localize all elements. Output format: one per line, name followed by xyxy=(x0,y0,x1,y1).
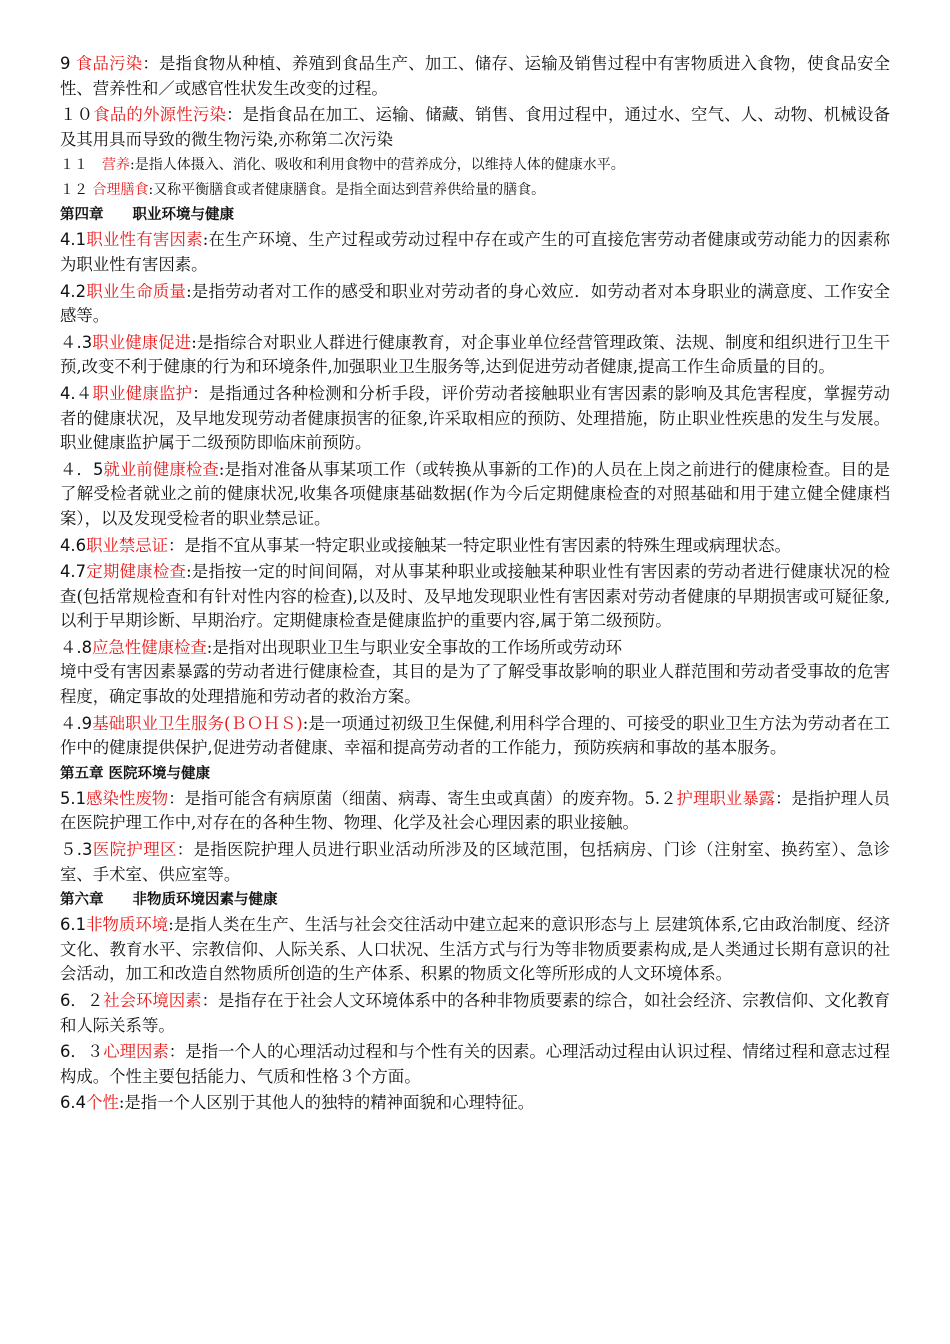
defined-term: 职业性有害因素 xyxy=(86,230,203,250)
defined-term: 心理因素 xyxy=(103,1042,169,1062)
definition-text: :是指综合对职业人群进行健康教育，对企事业单位经营管理政策、法规、制度和组织进行卫生干预,改变不利于健康的行为和环境条件,加强职业卫生服务等,达到促进劳动者健康,提高工作生命质量的目的。 xyxy=(60,332,891,377)
definition-paragraph xyxy=(60,838,890,887)
definition-paragraph xyxy=(60,1091,890,1116)
definition-paragraph xyxy=(60,458,890,532)
definition-text: :是指对准备从事某项工作（或转换从事新的工作)的人员在上岗之前进行的健康检查。目的是了解受检者就业之前的健康状况,收集各项健康基础数据(作为今后定期健康检查的对照基础和用于建立健全健康档案），以及发现受检者的职业禁忌证。 xyxy=(60,459,891,528)
entry-number: 4.6 xyxy=(60,535,87,555)
entry-number: 4.４ xyxy=(60,383,93,403)
entry-number: 4.1 xyxy=(60,230,87,250)
defined-term: 职业健康监护 xyxy=(92,383,193,403)
entry-number: 4.7 xyxy=(60,562,87,582)
document-page xyxy=(60,52,890,1118)
entry-number: 4.2 xyxy=(60,281,87,301)
defined-term: 职业禁忌证 xyxy=(86,535,169,555)
defined-term: 食品的外源性污染 xyxy=(93,105,227,125)
definition-text: :是指一个人区别于其他人的独特的精神面貌和心理特征。 xyxy=(118,1093,535,1113)
definition-text: ：是指不宜从事某一特定职业或接触某一特定职业性有害因素的特殊生理或病理状态。 xyxy=(168,535,791,555)
definition-text: :是指人体摄入、消化、吸收和利用食物中的营养成分，以维持人体的健康水平。 xyxy=(130,157,625,174)
definition-continuation: 境中受有害因素暴露的劳动者进行健康检查，其目的是为了了解受事故影响的职业人群范围和劳动者受事故的危害程度，确定事故的处理措施和劳动者的救治方案。 xyxy=(60,662,890,707)
defined-term: 职业生命质量 xyxy=(86,281,187,301)
definition-paragraph xyxy=(60,1040,890,1089)
chapter-heading: 第五章 医院环境与健康 xyxy=(60,765,211,782)
definition-text: ：是指通过各种检测和分析手段，评价劳动者接触职业有害因素的影响及其危害程度，掌握劳动者的健康状况，及早地发现劳动者健康损害的征象,许采取相应的预防、处理措施，防止职业性疾患的发生与发展。职业健康监护属于二级预防即临床前预防。 xyxy=(60,383,891,453)
entry-number: 6．２ xyxy=(60,991,104,1010)
entry-number: 6．３ xyxy=(60,1042,104,1062)
definition-paragraph xyxy=(60,331,890,380)
entry-number: ４.9 xyxy=(60,713,93,733)
definition-text: :是指按一定的时间间隔，对从事某种职业或接触某种职业性有害因素的劳动者进行健康状况的检查(包括常规检查和有针对性内容的检查),以及时、及早地发现职业性有害因素对劳动者健康的早期损害或可疑征象,以利于早期诊断、早期治疗。定期健康检查是健康监护的重要内容,属于第二级预防。 xyxy=(60,562,890,631)
definition-paragraph xyxy=(60,787,890,836)
definition-paragraph xyxy=(60,712,890,761)
defined-term: 非物质环境 xyxy=(86,915,169,935)
definition-text: ：是指食品在加工、运输、储藏、销售、食用过程中，通过水、空气、人、动物、机械设备及其用具而导致的微生物污染,亦称第二次污染 xyxy=(60,105,891,149)
definition-paragraph xyxy=(60,179,890,201)
defined-term: 定期健康检查 xyxy=(86,562,187,582)
defined-term: 职业健康促进 xyxy=(92,332,192,352)
definition-paragraph xyxy=(60,989,890,1038)
defined-term: 就业前健康检查 xyxy=(103,459,219,479)
definition-paragraph xyxy=(60,52,890,101)
definition-paragraph xyxy=(60,913,890,987)
definition-text: :又称平衡膳食或者健康膳食。是指全面达到营养供给量的膳食。 xyxy=(148,182,546,199)
entry-number: 6.1 xyxy=(60,915,87,935)
entry-number: ５.3 xyxy=(60,840,93,860)
defined-term: 医院护理区 xyxy=(92,840,177,860)
entry-number: １２ xyxy=(60,182,93,199)
defined-term: 合理膳食 xyxy=(92,182,149,199)
definition-text: :是指对出现职业卫生与职业安全事故的工作场所或劳动环 xyxy=(206,637,623,657)
definition-text: :在生产环境、生产过程或劳动过程中存在或产生的可直接危害劳动者健康或劳动能力的因素称为职业性有害因素。 xyxy=(60,230,890,274)
definition-text: ：是指护理人员在医院护理工作中,对存在的各种生物、物理、化学及社会心理因素的职业接触。 xyxy=(60,788,890,833)
entry-number: １０ xyxy=(60,105,94,125)
definition-paragraph xyxy=(60,154,890,176)
entry-number: 6.4 xyxy=(60,1093,87,1113)
definition-paragraph xyxy=(60,560,890,634)
chapter-heading: 第四章 职业环境与健康 xyxy=(60,207,234,224)
entry-number: ４.3 xyxy=(60,332,93,352)
entry-number: １１ xyxy=(60,157,102,174)
definition-text: ：是指存在于社会人文环境体系中的各种非物质要素的综合，如社会经济、宗教信仰、文化教育和人际关系等。 xyxy=(60,991,891,1035)
definition-text: :是指人类在生产、生活与社会交往活动中建立起来的意识形态与上 层建筑体系,它由政治制度、经济文化、教育水平、宗教信仰、人际关系、人口状况、生活方式与行为等非物质要素构成,是人类通过长期有意识的社会活动，加工和改造自然物质所创造的生产体系、积累的物质文化等所形成的人文环境体系。 xyxy=(60,915,890,984)
entry-number: 9 xyxy=(60,54,76,73)
defined-term: 个性 xyxy=(86,1093,119,1113)
definition-text: ：是指可能含有病原菌（细菌、病毒、寄生虫或真菌）的废弃物。5.２ xyxy=(168,788,677,808)
defined-term: 应急性健康检查 xyxy=(92,637,207,657)
definition-paragraph xyxy=(60,280,890,329)
defined-term: 基础职业卫生服务(ＢＯＨＳ) xyxy=(92,713,303,733)
definition-text: :是指劳动者对工作的感受和职业对劳动者的身心效应．如劳动者对本身职业的满意度、工作安全感等。 xyxy=(60,281,890,326)
definition-text: ：是指食物从种植、养殖到食品生产、加工、储存、运输及销售过程中有害物质进入食物，使食品安全性、营养性和／或感官性状发生改变的过程。 xyxy=(60,54,891,98)
defined-term: 感染性废物 xyxy=(86,788,169,808)
definition-text: ：是指一个人的心理活动过程和与个性有关的因素。心理活动过程由认识过程、情绪过程和意志过程构成。个性主要包括能力、气质和性格３个方面。 xyxy=(60,1042,891,1086)
definition-paragraph xyxy=(60,636,890,661)
definition-paragraph xyxy=(60,534,890,559)
definition-text: ：是指医院护理人员进行职业活动所涉及的区域范围，包括病房、门诊（注射室、换药室）、急诊室、手术室、供应室等。 xyxy=(60,840,891,884)
definition-text: :是一项通过初级卫生保健,利用科学合理的、可接受的职业卫生方法为劳动者在工作中的健康提供保护,促进劳动者健康、幸福和提高劳动者的工作能力，预防疾病和事故的基本服务。 xyxy=(60,713,890,758)
entry-number: 5.1 xyxy=(60,788,87,808)
entry-number: ４．5 xyxy=(60,459,104,479)
definition-paragraph xyxy=(60,103,890,152)
defined-term: 社会环境因素 xyxy=(103,991,202,1010)
entry-number: ４.8 xyxy=(60,637,93,657)
chapter-heading: 第六章 非物质环境因素与健康 xyxy=(60,892,278,909)
defined-term: 护理职业暴露 xyxy=(676,788,776,808)
defined-term: 营养 xyxy=(102,157,130,174)
defined-term: 食品污染 xyxy=(75,54,143,73)
definition-paragraph xyxy=(60,382,890,456)
definition-paragraph xyxy=(60,228,890,277)
